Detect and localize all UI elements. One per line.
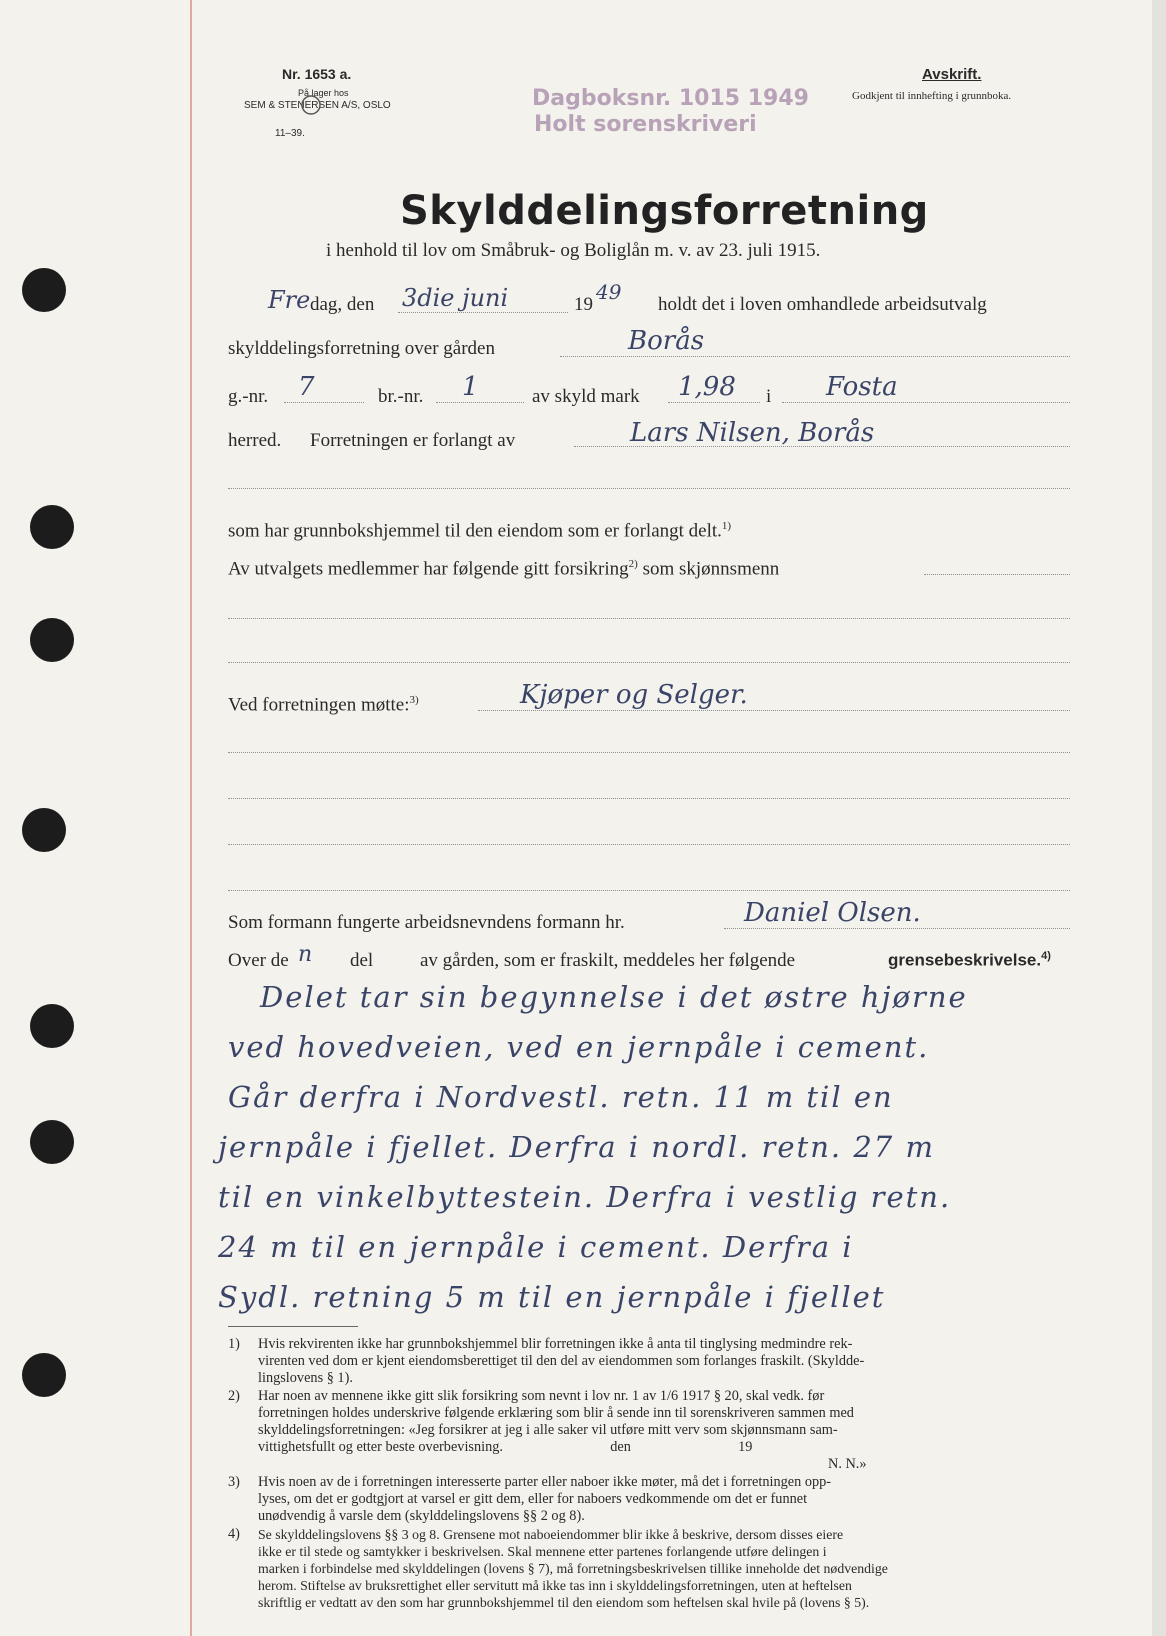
binder-hole [22,268,66,312]
blank-field-line [228,752,1070,753]
description-line: Delet tar sin begynnelse i det østre hjørne [260,980,968,1014]
godkjent-label: Godkjent til innhefting i grunnboka. [852,90,1012,102]
binder-hole [30,1004,74,1048]
footnote-line: lingslovens § 1). [258,1370,353,1386]
date-handwriting: 3die juni [402,284,509,312]
mote-handwriting: Kjøper og Selger. [520,680,748,710]
gnr-label: g.-nr. [228,386,269,407]
footnote-1 [258,1336,864,1387]
binder-hole [22,808,66,852]
farm-field-line [560,356,1070,357]
footnote-4 [258,1526,888,1611]
description-line: jernpåle i fjellet. Derfra i nordl. retn. 27 m [218,1130,935,1164]
stamp-dagboksnr: Dagboksnr. 1015 1949 [532,86,809,111]
grensebeskrivelse-label: grensebeskrivelse.$^{4)}$ [888,950,1051,970]
footnote-mark: 2) [228,1388,240,1404]
footnote-separator [228,1326,358,1327]
bnr-field-line [436,402,524,403]
footnote-line: skriftlig er vedtatt av den som har grunnbokshjemmel til den eiendom som heftelsen skal hvile på (lovens § 5). [258,1595,870,1610]
skjonnsmenn-field-line [924,574,1070,575]
over-rest-text: av gården, som er fraskilt, meddeles her følgende [420,950,796,971]
document-subtitle: i henhold til lov om Småbruk- og Boliglån m. v. av 23. juli 1915. [326,240,821,261]
binder-hole [30,505,74,549]
date-field-line [398,312,568,313]
herred-name-field-line [782,402,1070,403]
farm-label: skylddelingsforretning over gården [228,338,495,359]
farm-handwriting: Borås [628,326,705,356]
publisher-logo-icon [300,94,322,116]
herred-label: herred. [228,430,282,451]
blank-field-line [228,618,1070,619]
footnote-line: virenten ved dom er kjent eiendomsberettiget til den del av eiendommen som forlanges fraskilt. (Skyldde- [258,1353,865,1369]
description-line: Sydl. retning 5 m til en jernpåle i fjellet [218,1280,886,1314]
footnote-line: Hvis rekvirenten ikke har grunnbokshjemmel blir forretningen ikke å anta til tinglysing medmindre rek- [258,1336,853,1352]
footnote-line: skylddelingsforretningen: «Jeg forsikrer at jeg i alle saker vil utføre mitt verv som skjønnsmann sam- [258,1422,838,1438]
avskrift-label: Avskrift. [922,66,982,83]
mote-field-line [478,710,1070,711]
footnote-mark: 1) [228,1336,240,1352]
over-de-label: Over de [228,950,289,971]
mote-label: Ved forretningen møtte:$^{3)}$ [228,694,419,716]
footnote-line: unødvendig å varsle dem (skylddelingslovens §§ 2 og 8). [258,1508,585,1524]
red-margin-line [190,0,192,1636]
footnote-line: Har noen av mennene ikke gitt slik forsikring som nevnt i lov nr. 1 av 1/6 1917 § 20, skal vedk. før [258,1388,825,1404]
skyld-label: av skyld mark [532,386,640,407]
stamp-office: Holt sorenskriveri [534,112,757,137]
bnr-label: br.-nr. [378,386,424,407]
del-label: del [350,950,374,971]
document-title: Skylddelingsforretning [400,188,929,234]
footnote-line: herom. Stiftelse av bruksrettighet eller servitutt må ikke tas inn i skylddelingsforretningen, uten at heftelsen [258,1578,852,1593]
formann-label: Som formann fungerte arbeidsnevndens formann hr. [228,912,625,933]
description-line: 24 m til en jernpåle i cement. Derfra i [218,1230,854,1264]
grunnbok-text: som har grunnbokshjemmel til den eiendom som er forlangt delt.$^{1)}$ [228,520,732,542]
form-number: Nr. 1653 a. [282,66,352,82]
bnr-handwriting: 1 [462,372,479,402]
gnr-handwriting: 7 [298,372,315,402]
skyld-field-line [668,402,760,403]
footnote-line: ikke er til stede og samtykker i beskrivelsen. Skal mennene etter partenes forlangende utføre delingen i [258,1544,827,1559]
form-date: 11–39. [275,128,305,139]
description-line: til en vinkelbyttestein. Derfra i vestlig retn. [218,1180,952,1214]
footnote-line: N. N.» [828,1456,867,1472]
requester-label: Forretningen er forlangt av [310,430,516,451]
footnote-mark: 4) [228,1526,240,1542]
footnote-line: marken i forbindelse med skylddelingen (lovens § 7), må forretningsbeskrivelsen tillike inneholde det nødvendige [258,1561,888,1576]
year-prefix: 19 [574,294,593,315]
binder-hole [30,618,74,662]
footnote-line: lyses, om det er godtgjort at varsel er gitt dem, eller for naboers vedkommende om det er funnet [258,1491,808,1507]
page-edge [1152,0,1166,1636]
blank-field-line [228,844,1070,845]
footnote-line: Se skylddelingslovens §§ 3 og 8. Grensene mot naboeiendommer blir ikke å beskrive, dersom disses eiere [258,1527,844,1542]
line1-text: holdt det i loven omhandlede arbeidsutvalg [658,294,987,315]
description-line: ved hovedveien, ved en jernpåle i cement. [228,1030,930,1064]
gnr-field-line [284,402,364,403]
i-label: i [766,386,772,407]
utvalg-text: Av utvalgets medlemmer har følgende gitt forsikring$^{2)}$ som skjønnsmenn [228,558,780,580]
binder-hole [22,1353,66,1397]
publisher-name: SEM & STENERSEN A/S, OSLO [244,100,391,111]
day-label: dag, den [310,294,375,315]
blank-field-line [228,662,1070,663]
footnote-3 [258,1474,831,1525]
over-de-handwriting: n [298,942,313,967]
footnote-mark: 3) [228,1474,240,1490]
description-line: Går derfra i Nordvestl. retn. 11 m til en [228,1080,894,1114]
weekday-handwriting: Fre [268,286,311,314]
footnote-line: Hvis noen av de i forretningen interesserte parter eller naboer ikke møter, må det i forretningen opp- [258,1474,832,1490]
formann-handwriting: Daniel Olsen. [744,898,921,928]
herred-name-handwriting: Fosta [826,372,898,402]
publisher-line: På lager hos [298,88,349,98]
year-handwriting: 49 [596,280,622,304]
footnote-line: forretningen holdes underskrive følgende erklæring som blir å sende inn til sorenskriveren sammen med [258,1405,854,1421]
blank-field-line [228,890,1070,891]
footnote-2 [258,1388,867,1473]
footnote-line: vittighetsfullt og etter beste overbevisning. den 19 [258,1439,753,1455]
binder-hole [30,1120,74,1164]
formann-field-line [724,928,1070,929]
blank-field-line [228,798,1070,799]
requester-handwriting: Lars Nilsen, Borås [630,418,875,448]
skyld-handwriting: 1,98 [678,372,736,402]
blank-field-line [228,488,1070,489]
